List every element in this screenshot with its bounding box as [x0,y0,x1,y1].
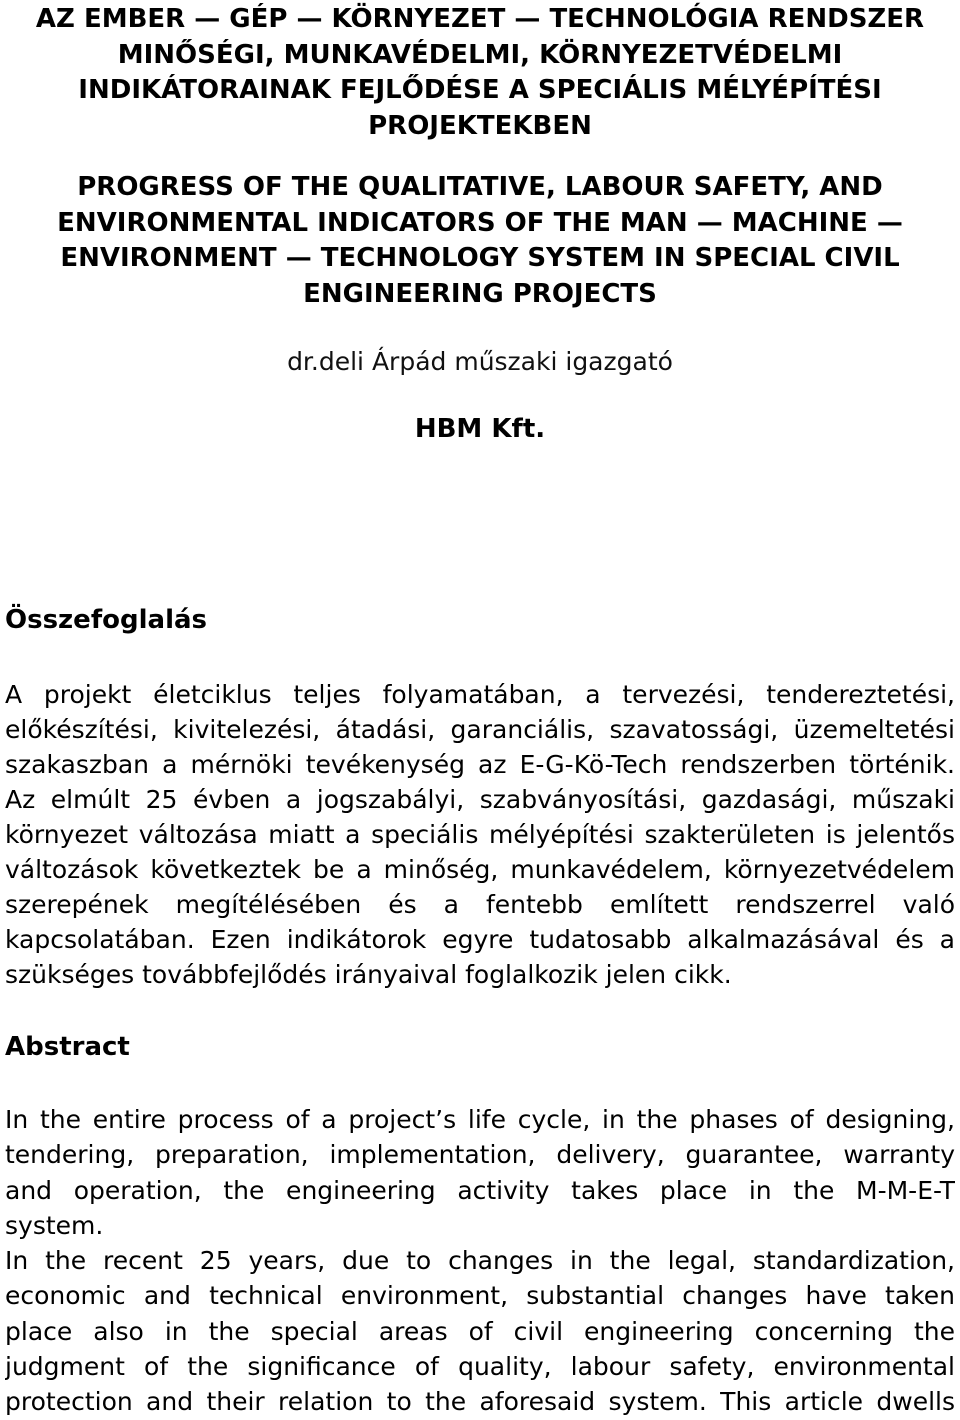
summary-line: A projekt életciklus teljes folyamatában, a tervezési, tendereztetési, [5,680,955,709]
summary-body [5,677,955,992]
abstract-paragraph [5,1102,955,1243]
summary-paragraph [5,677,955,782]
abstract-line: economic and technical environment, substantial changes have taken [5,1281,955,1311]
abstract-paragraph [5,1243,955,1419]
summary-line: változások következtek be a minőség, munkavédelem, környezetvédelem [5,855,955,884]
paper-title-english [5,170,955,312]
summary-line: szükséges továbbfejlődés irányaival foglalkozik jelen cikk. [5,960,732,989]
abstract-section [5,1030,955,1419]
title-line: AZ EMBER — GÉP — KÖRNYEZET — TECHNOLÓGIA RENDSZER [35,4,925,34]
abstract-line: judgment of the significance of quality, labour safety, environmental [5,1351,955,1381]
summary-heading: Összefoglalás [5,605,207,635]
abstract-line: In the entire process of a project’s life cycle, in the phases of designing, [5,1105,955,1134]
summary-line: kapcsolatában. Ezen indikátorok egyre tudatosabb alkalmazásával és a [5,925,955,954]
summary-line: környezet változása miatt a speciális mélyépítési szakterületen is jelentős [5,820,955,849]
summary-line: előkészítési, kivitelezési, átadási, garanciális, szavatossági, üzemeltetési [5,715,955,744]
paper-title-hungarian [5,0,955,144]
abstract-line: system. [5,1210,104,1240]
summary-line: Az elmúlt 25 évben a jogszabályi, szabványosítási, gazdasági, műszaki [5,785,955,814]
abstract-line: protection and their relation to the aforesaid system. This article dwells [5,1387,955,1416]
abstract-line: tendering, preparation, implementation, delivery, guarantee, warranty [5,1140,955,1170]
summary-section [5,603,955,992]
title-line: PROJEKTEKBEN [368,110,592,141]
summary-line: szakaszban a mérnöki tevékenység az E-G-Kö-Tech rendszerben történik. [5,750,955,779]
abstract-line: In the recent 25 years, due to changes in the legal, standardization, [5,1246,955,1275]
abstract-line: and operation, the engineering activity takes place in the M-M-E-T [5,1175,955,1205]
abstract-line: place also in the special areas of civil engineering concerning the [5,1316,955,1346]
author-line: dr.deli Árpád műszaki igazgató [287,347,673,376]
title-line: ENVIRONMENTAL INDICATORS OF THE MAN — MACHINE — [57,207,903,238]
title-line: MINŐSÉGI, MUNKAVÉDELMI, KÖRNYEZETVÉDELMI [117,39,843,70]
abstract-body [5,1102,955,1419]
abstract-heading: Abstract [5,1032,130,1062]
title-line: INDIKÁTORAINAK FEJLŐDÉSE A SPECIÁLIS MÉLYÉPÍTÉSI [78,75,882,105]
affiliation: HBM Kft. [414,414,546,444]
title-line: PROGRESS OF THE QUALITATIVE, LABOUR SAFETY, AND [77,172,883,202]
title-line: ENVIRONMENT — TECHNOLOGY SYSTEM IN SPECIAL CIVIL [60,243,900,273]
summary-line: szerepének megítélésében és a fentebb említett rendszerrel való [5,890,955,919]
summary-paragraph [5,782,955,992]
title-line: ENGINEERING PROJECTS [303,278,657,309]
